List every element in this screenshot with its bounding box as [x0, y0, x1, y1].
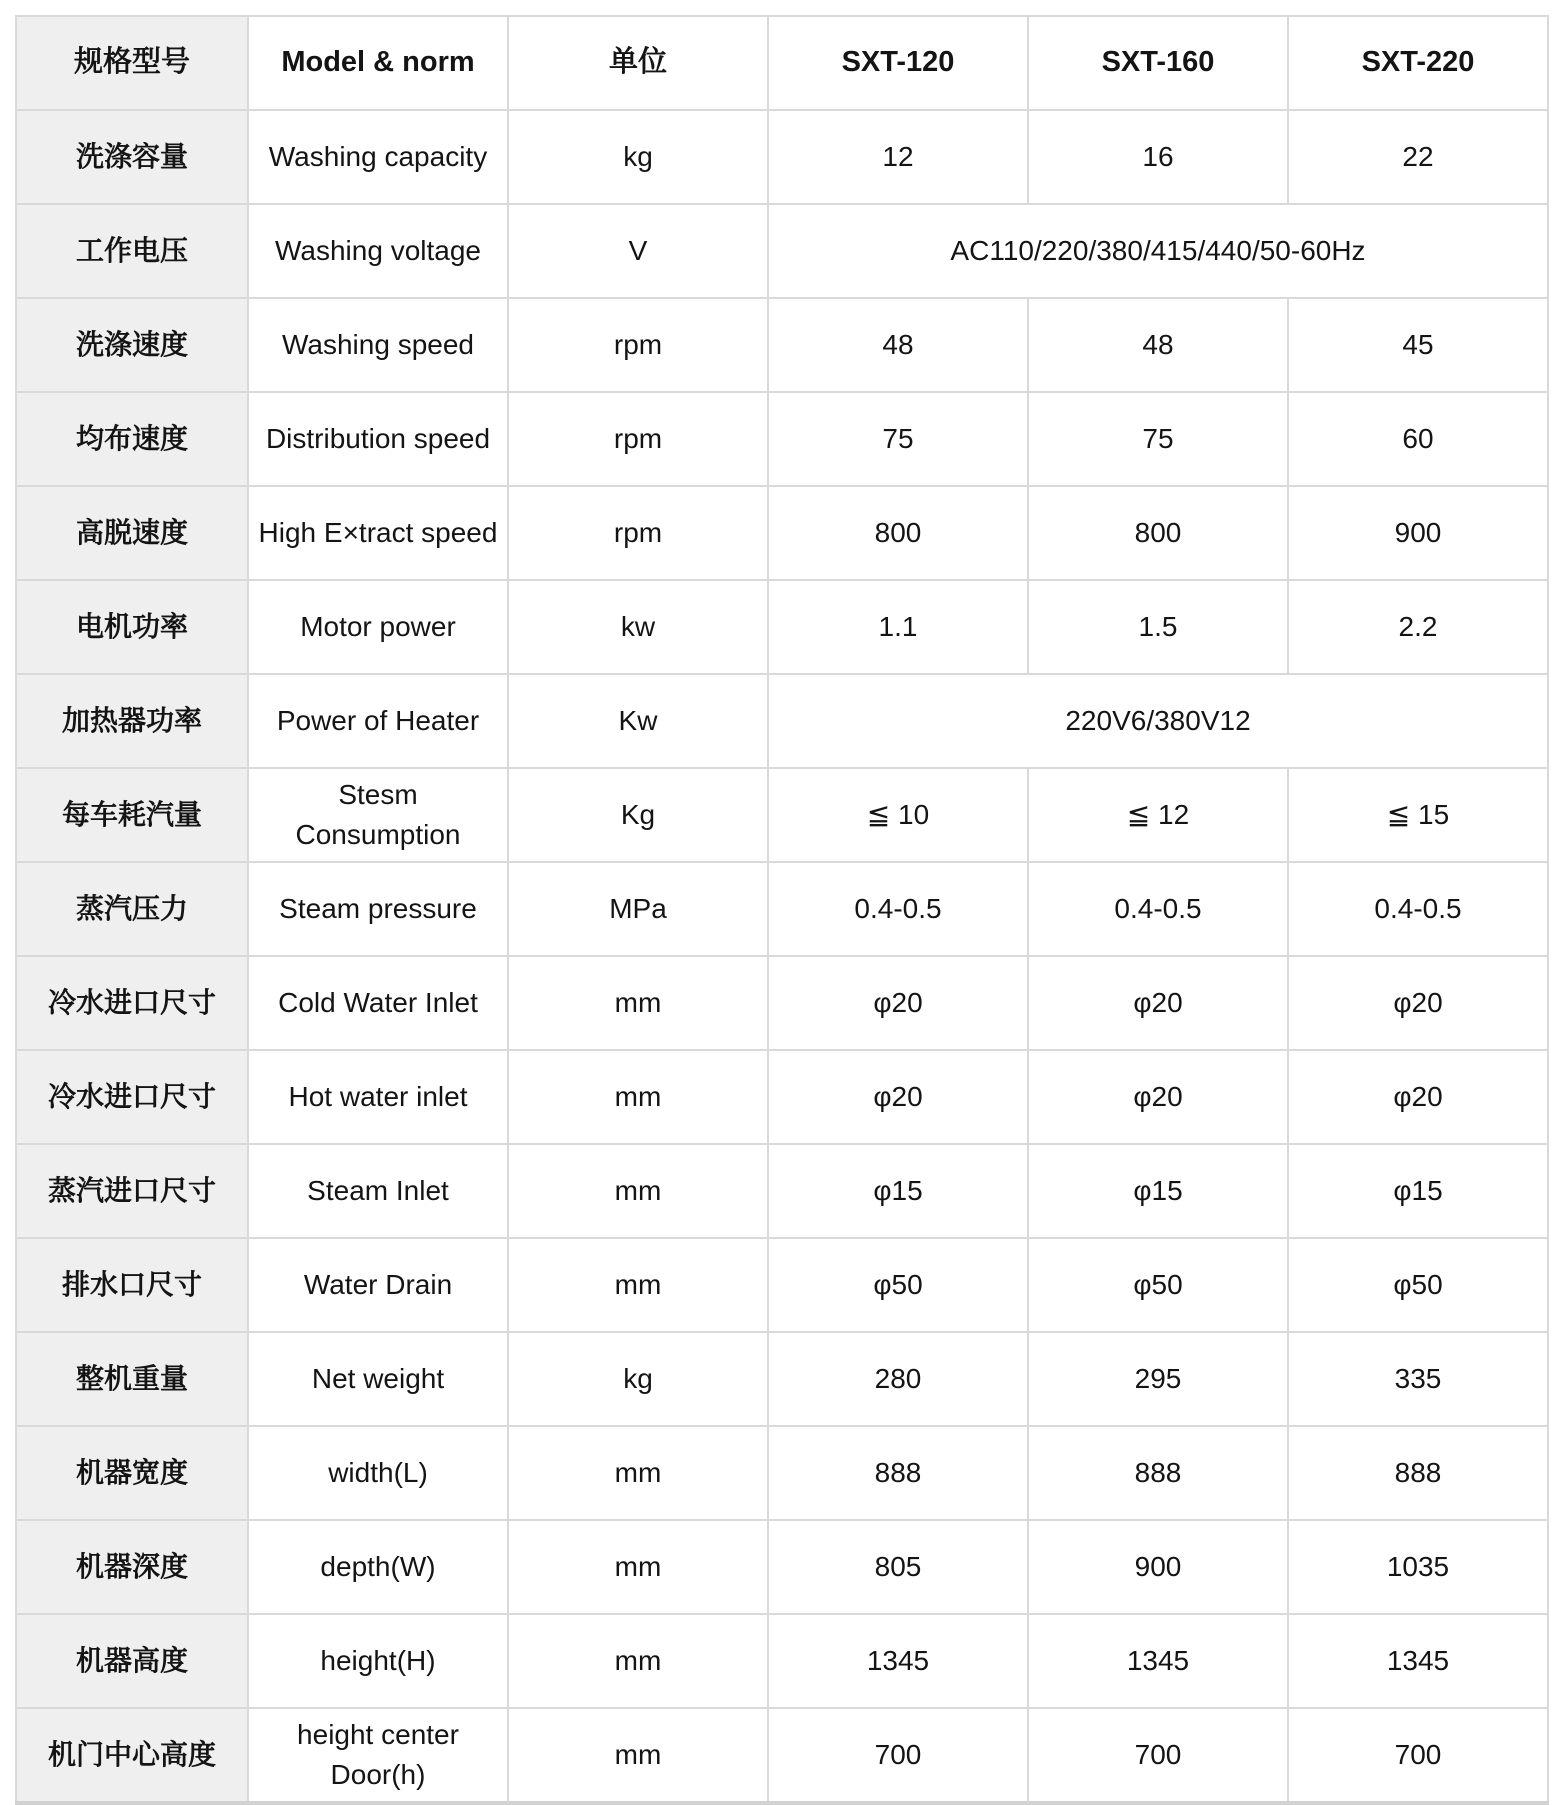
cell-cn-label: 蒸汽进口尺寸 [16, 1144, 248, 1238]
spec-row [16, 1144, 1548, 1238]
cell-cn-label: 机器高度 [16, 1614, 248, 1708]
cell-en-label: height center Door(h) [248, 1708, 508, 1803]
cell-value-sxt-220: φ50 [1288, 1238, 1548, 1332]
spec-row [16, 580, 1548, 674]
cell-en-label: width(L) [248, 1426, 508, 1520]
cell-unit: mm [508, 1520, 768, 1614]
cell-value-sxt-120: ≦ 10 [768, 768, 1028, 862]
spec-row [16, 298, 1548, 392]
cell-cn-label: 冷水进口尺寸 [16, 1050, 248, 1144]
header-unit-label: 单位 [508, 16, 768, 110]
spec-row [16, 1614, 1548, 1708]
cell-value-sxt-160: 700 [1028, 1708, 1288, 1803]
spec-row [16, 768, 1548, 862]
cell-value-sxt-220: 0.4-0.5 [1288, 862, 1548, 956]
cell-cn-label: 高脱速度 [16, 486, 248, 580]
cell-value-sxt-160: 75 [1028, 392, 1288, 486]
cell-cn-label: 机器宽度 [16, 1426, 248, 1520]
cell-value-sxt-220: 45 [1288, 298, 1548, 392]
spec-row [16, 110, 1548, 204]
cell-cn-label: 电机功率 [16, 580, 248, 674]
cell-unit: kg [508, 1332, 768, 1426]
cell-en-label: Washing voltage [248, 204, 508, 298]
cell-value-sxt-160: 295 [1028, 1332, 1288, 1426]
cell-cn-label: 冷水进口尺寸 [16, 956, 248, 1050]
cell-en-label: Stesm Consumption [248, 768, 508, 862]
cell-en-label: Hot water inlet [248, 1050, 508, 1144]
cell-value-sxt-120: φ20 [768, 956, 1028, 1050]
cell-value-sxt-160: 0.4-0.5 [1028, 862, 1288, 956]
cell-value-sxt-120: 700 [768, 1708, 1028, 1803]
cell-merged-value: AC110/220/380/415/440/50-60Hz [768, 204, 1548, 298]
cell-unit: rpm [508, 298, 768, 392]
cell-value-sxt-160: 1345 [1028, 1614, 1288, 1708]
cell-value-sxt-160: φ50 [1028, 1238, 1288, 1332]
cell-unit: kw [508, 580, 768, 674]
cell-en-label: Motor power [248, 580, 508, 674]
cell-unit: mm [508, 1144, 768, 1238]
cell-unit: rpm [508, 486, 768, 580]
cell-en-label: Distribution speed [248, 392, 508, 486]
cell-value-sxt-120: 888 [768, 1426, 1028, 1520]
cell-unit: mm [508, 1426, 768, 1520]
cell-value-sxt-160: φ20 [1028, 956, 1288, 1050]
cell-cn-label: 均布速度 [16, 392, 248, 486]
cell-unit: mm [508, 1614, 768, 1708]
cell-cn-label: 每车耗汽量 [16, 768, 248, 862]
cell-value-sxt-220: ≦ 15 [1288, 768, 1548, 862]
cell-unit: MPa [508, 862, 768, 956]
cell-cn-label: 排水口尺寸 [16, 1238, 248, 1332]
spec-row [16, 1238, 1548, 1332]
cell-en-label: Power of Heater [248, 674, 508, 768]
cell-value-sxt-160: 888 [1028, 1426, 1288, 1520]
cell-cn-label: 洗涤容量 [16, 110, 248, 204]
cell-value-sxt-220: 2.2 [1288, 580, 1548, 674]
cell-value-sxt-220: 888 [1288, 1426, 1548, 1520]
header-model-sxt-220: SXT-220 [1288, 16, 1548, 110]
spec-row [16, 1332, 1548, 1426]
cell-value-sxt-120: φ15 [768, 1144, 1028, 1238]
cell-cn-label: 机门中心高度 [16, 1708, 248, 1803]
cell-cn-label: 洗涤速度 [16, 298, 248, 392]
cell-value-sxt-120: 280 [768, 1332, 1028, 1426]
spec-row [16, 1520, 1548, 1614]
cell-unit: kg [508, 110, 768, 204]
cell-value-sxt-120: 75 [768, 392, 1028, 486]
spec-row [16, 1708, 1548, 1803]
cell-value-sxt-160: φ20 [1028, 1050, 1288, 1144]
cell-en-label: Washing speed [248, 298, 508, 392]
cell-value-sxt-160: 48 [1028, 298, 1288, 392]
cell-value-sxt-160: ≦ 12 [1028, 768, 1288, 862]
cell-en-label: Water Drain [248, 1238, 508, 1332]
cell-value-sxt-120: 12 [768, 110, 1028, 204]
cell-value-sxt-120: 1345 [768, 1614, 1028, 1708]
cell-value-sxt-120: φ20 [768, 1050, 1028, 1144]
cell-cn-label: 整机重量 [16, 1332, 248, 1426]
cell-value-sxt-220: 22 [1288, 110, 1548, 204]
cell-en-label: depth(W) [248, 1520, 508, 1614]
cell-cn-label: 加热器功率 [16, 674, 248, 768]
cell-value-sxt-120: 1.1 [768, 580, 1028, 674]
spec-row [16, 1050, 1548, 1144]
spec-table-body [16, 110, 1548, 1803]
cell-value-sxt-220: 900 [1288, 486, 1548, 580]
header-model-norm-label: Model & norm [248, 16, 508, 110]
cell-value-sxt-120: φ50 [768, 1238, 1028, 1332]
header-model-sxt-120: SXT-120 [768, 16, 1028, 110]
cell-value-sxt-220: 1035 [1288, 1520, 1548, 1614]
cell-unit: Kw [508, 674, 768, 768]
cell-value-sxt-220: 60 [1288, 392, 1548, 486]
header-model-sxt-160: SXT-160 [1028, 16, 1288, 110]
spec-row [16, 486, 1548, 580]
header-cn-label: 规格型号 [16, 16, 248, 110]
cell-merged-value: 220V6/380V12 [768, 674, 1548, 768]
cell-value-sxt-220: 1345 [1288, 1614, 1548, 1708]
cell-value-sxt-120: 48 [768, 298, 1028, 392]
cell-unit: mm [508, 1050, 768, 1144]
spec-row [16, 956, 1548, 1050]
cell-value-sxt-160: 1.5 [1028, 580, 1288, 674]
cell-en-label: High E×tract speed [248, 486, 508, 580]
cell-unit: mm [508, 956, 768, 1050]
cell-value-sxt-220: 335 [1288, 1332, 1548, 1426]
spec-table [15, 15, 1549, 1805]
cell-value-sxt-160: φ15 [1028, 1144, 1288, 1238]
cell-value-sxt-220: φ20 [1288, 1050, 1548, 1144]
cell-value-sxt-160: 16 [1028, 110, 1288, 204]
cell-value-sxt-120: 800 [768, 486, 1028, 580]
cell-en-label: Cold Water Inlet [248, 956, 508, 1050]
cell-unit: rpm [508, 392, 768, 486]
cell-en-label: Net weight [248, 1332, 508, 1426]
cell-unit: mm [508, 1708, 768, 1803]
cell-en-label: Washing capacity [248, 110, 508, 204]
cell-value-sxt-220: φ15 [1288, 1144, 1548, 1238]
spec-row [16, 674, 1548, 768]
cell-value-sxt-160: 800 [1028, 486, 1288, 580]
cell-en-label: Steam Inlet [248, 1144, 508, 1238]
cell-value-sxt-220: φ20 [1288, 956, 1548, 1050]
cell-value-sxt-120: 805 [768, 1520, 1028, 1614]
header-row [16, 16, 1548, 110]
cell-value-sxt-220: 700 [1288, 1708, 1548, 1803]
spec-row [16, 862, 1548, 956]
cell-unit: Kg [508, 768, 768, 862]
cell-unit: mm [508, 1238, 768, 1332]
cell-cn-label: 工作电压 [16, 204, 248, 298]
spec-row [16, 204, 1548, 298]
cell-en-label: height(H) [248, 1614, 508, 1708]
spec-row [16, 1426, 1548, 1520]
cell-unit: V [508, 204, 768, 298]
spec-row [16, 392, 1548, 486]
cell-value-sxt-160: 900 [1028, 1520, 1288, 1614]
cell-cn-label: 蒸汽压力 [16, 862, 248, 956]
cell-value-sxt-120: 0.4-0.5 [768, 862, 1028, 956]
cell-en-label: Steam pressure [248, 862, 508, 956]
cell-cn-label: 机器深度 [16, 1520, 248, 1614]
